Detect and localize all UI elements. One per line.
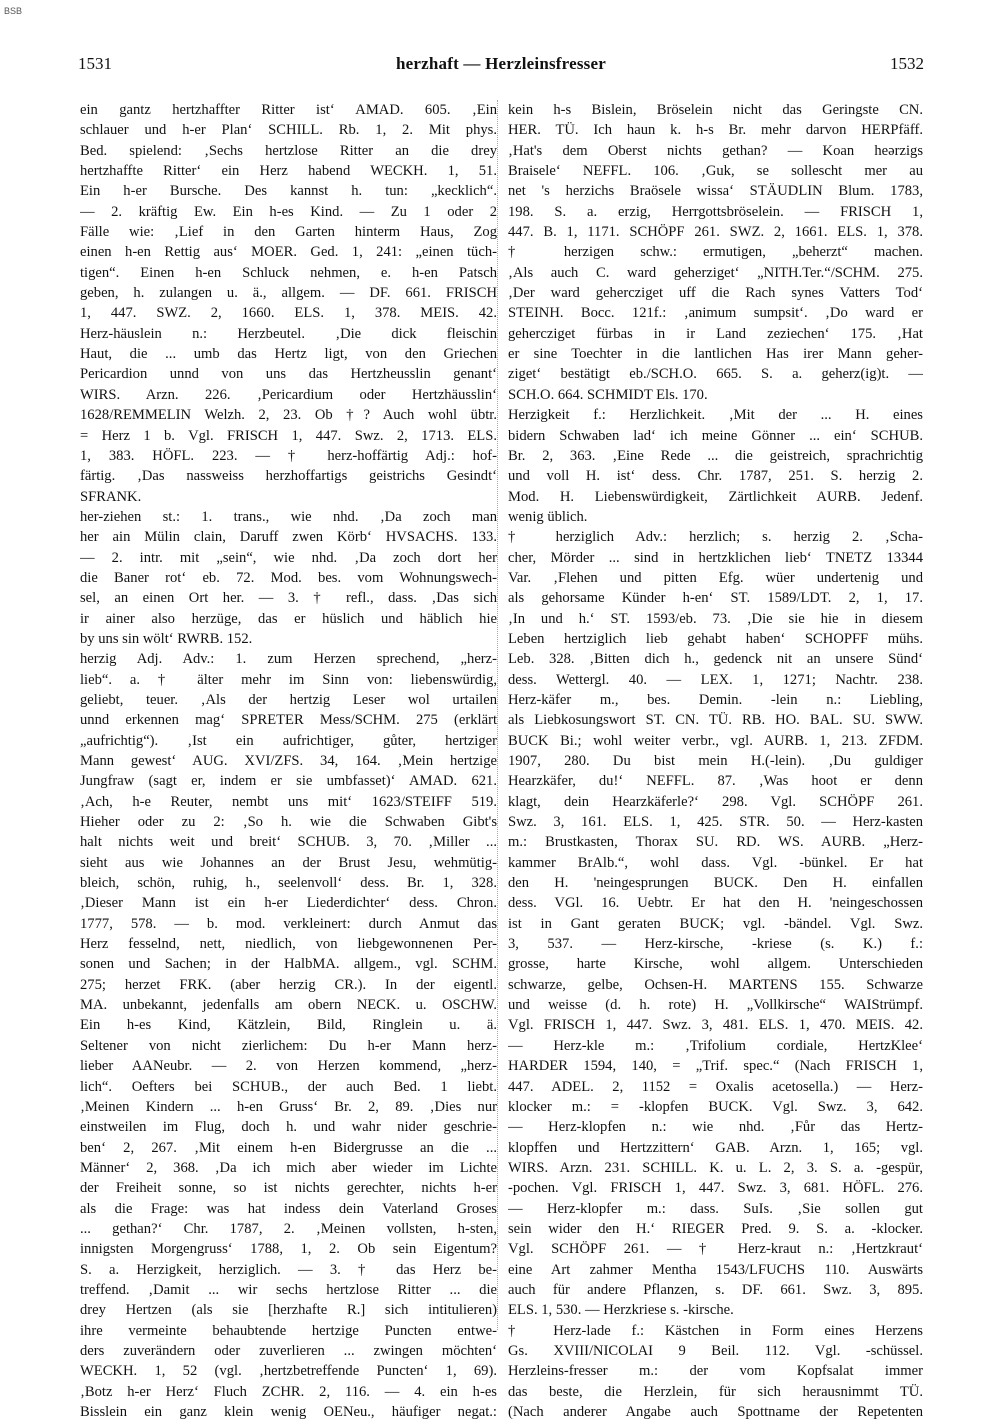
text-line: die Baner rot‘ eb. 72. Mod. bes. vom Wohnungswech- (80, 569, 497, 586)
text-line: — Herz-klopfen n.: wie nhd. ‚Fůr das Hertz- (508, 1119, 923, 1136)
text-line: und weisse (d. h. rote) H. „Vollkirsche“ WAIStrümpf. (508, 997, 923, 1014)
text-line: net 's herzichs Braösele wissa‘ STÄUDLIN Blum. 1783, (508, 183, 923, 200)
text-line: tigen“. Einen h-en Schluck nehmen, e. h-en Patsch (80, 264, 497, 281)
text-line: wenig üblich. (508, 508, 588, 525)
text-line: herzig Adj. Adv.: 1. zum Herzen sprechend, „herz- (80, 651, 497, 668)
text-line: Leben hertziglich lieb gehabt haben‘ SCHOPFF mühs. (508, 630, 923, 647)
text-line: grosse, harte Kirsche, wohl allgem. Unterschieden (508, 956, 923, 973)
text-line: Ein h-es Kind, Kätzlein, Bild, Ringlein u. ä. (80, 1017, 497, 1034)
text-line: Br. 2, 363. ‚Eine Rede ... die geistreich, sprachrichtig (508, 447, 923, 464)
text-line: Hearzkäfer, du!‘ NEFFL. 87. ‚Was hoot er denn (508, 773, 923, 790)
text-line: kein h-s Bislein, Bröselein nicht das Geringste CN. (508, 102, 923, 118)
text-line: 275; herzet FRK. (aber herzig CR.). In der eigentl. (80, 976, 497, 993)
text-line: ‚Hat's dem Oberst nichts gethan? — Koan heərzigs (508, 142, 923, 159)
page-number-right: 1532 (890, 54, 924, 73)
text-line: der Freiheit sonne, so ist nichts gerechter, nichts h-er (80, 1180, 497, 1197)
text-line: klagt, dein Hearzkäferle?‘ 298. Vgl. SCHÖPF 261. (508, 793, 923, 810)
text-line: SCH.O. 664. SCHMIDT Els. 170. (508, 386, 708, 403)
text-line: den H. 'neingesprungen BUCK. Den H. einfallen (508, 875, 923, 892)
text-line: sel, an einen Ort her. — 3. † refl., dass. ‚Das sich (80, 590, 497, 607)
text-line: 447. ADEL. 2, 1152 = Oxalis acetosella.) — Herz- (508, 1078, 923, 1095)
text-line: ir ainer also herzüge, das er hüslich und häblich hie (80, 610, 497, 627)
text-line: † Herz-lade f.: Kästchen in Form eines Herzens (508, 1322, 923, 1339)
text-line: -pochen. Vgl. FRISCH 1, 447. Swz. 3, 681. HÖFL. 276. (508, 1180, 923, 1197)
text-line: Var. ‚Flehen und pitten Efg. wüer undertenig und (508, 569, 923, 586)
text-line: ‚Botz h-er Herz‘ Fluch ZCHR. 2, 116. — 4. ein h-es (80, 1383, 497, 1400)
text-line: sein wider den H.‘ RIEGER Pred. 9. S. a. -klocker. (508, 1220, 923, 1237)
text-line: ziget‘ bestätigt eb./SCH.O. 665. S. a. geherz(ig)t. — (508, 366, 923, 383)
text-line: 1777, 578. — b. mod. verkleinert: durch Anmut das (80, 915, 497, 932)
text-line: dess. Wettergl. 40. — LEX. 1, 1271; Nachtr. 238. (508, 671, 923, 688)
text-line: Seltener von nicht zierlichem: Du h-er Mann herz- (80, 1037, 497, 1054)
text-line: Vgl. FRISCH 1, 447. Swz. 3, 481. ELS. 1, 470. MEIS. 42. (508, 1017, 923, 1034)
text-line: kammer BrAlb.“, wohl dass. Vgl. -bünkel. Er hat (508, 854, 923, 871)
text-line: ‚Dieser Mann ist ein h-er Liederdichter‘ dess. Chron. (80, 895, 497, 912)
text-line: einstweilen im Flug, doch h. und wahr nider geschrie- (80, 1119, 497, 1136)
text-line: als Liebkosungswort ST. CN. TÜ. RB. HO. BAL. SU. SWW. (508, 712, 923, 729)
text-line: „aufrichtig“). ‚Ist ein aufrichtiger, gůter, hertziger (80, 732, 497, 749)
text-line: her ain Mülin clain, Daruff zwen Körb‘ HVSACHS. 133. (80, 529, 497, 546)
text-line: ‚In und h.‘ ST. 1593/eb. 73. ‚Die sie hie in diesem (508, 610, 923, 627)
text-line: treffend. ‚Damit ... wir sechs hertzlose Ritter ... die (80, 1281, 497, 1298)
text-line: WIRS. Arzn. 231. SCHILL. K. u. L. 2, 3. S. a. -gespür, (508, 1159, 923, 1176)
text-line: 447. B. 1, 1171. SCHÖPF 261. SWZ. 2, 1661. ELS. 1, 378. (508, 224, 923, 241)
text-line: Herzigkeit f.: Herzlichkeit. ‚Mit der ... H. eines (508, 407, 923, 424)
text-line: 3, 537. — Herz-kirsche, -kriese (s. K.) f.: (508, 936, 923, 953)
text-line: ‚Der ward gehercziget uff die Rach synes Vatters Tod‘ (508, 285, 923, 302)
text-line: drey Hertzen (als sie [herzhafte R.] sich intitulieren) (80, 1302, 497, 1319)
page-header (78, 54, 924, 78)
text-line: Mann gewest‘ AUG. XVI/ZFS. 34, 164. ‚Mein hertzige (80, 753, 497, 769)
text-line: ein gantz hertzhaffter Ritter ist‘ AMAD. 605. ‚Ein (80, 102, 497, 118)
text-line: 1907, 280. Du bist mein H.(-lein). ‚Du guldiger (508, 753, 923, 769)
text-line: = Herz 1 b. Vgl. FRISCH 1, 447. Swz. 2, 1713. ELS. (80, 427, 497, 444)
text-line: Swz. 3, 161. ELS. 1, 425. STR. 50. — Herz-kasten (508, 814, 923, 831)
text-line: ders zuverändern oder zuverlieren ... zwingen möchten‘ (80, 1342, 497, 1359)
text-line: bleich, schön, ruhig, h., seelenvoll‘ dess. Br. 1, 328. (80, 875, 497, 892)
left-column (80, 100, 497, 1422)
text-line: innigsten Morgengruss‘ 1788, 1, 2. Ob sein Eigentum? (80, 1241, 497, 1258)
text-line: Hieher oder zu 2: ‚So h. wie die Schwaben Gibt's (80, 814, 497, 831)
text-line: halt nichts weit und breit‘ SCHUB. 3, 70. ‚Miller ... (80, 834, 497, 851)
text-line: Mod. H. Liebenswürdigkeit, Zärtlichkeit AURB. Jedenf. (508, 488, 923, 505)
text-line: schwarze, gelbe, Ochsen-H. MARTENS 155. Schwarze (508, 976, 923, 993)
text-line: Herzleins-fresser m.: der vom Kopfsalat immer (508, 1363, 923, 1380)
text-line: † herzigen schw.: ermutigen, „beherzt“ machen. (508, 244, 923, 261)
text-line: lich“. Oefters bei SCHUB., der auch Bed. 1 liebt. (80, 1078, 497, 1095)
text-line: schlauer und h-er Plan‘ SCHILL. Rb. 1, 2. Mit phys. (80, 122, 497, 139)
text-line: BUCK Bi.; wohl weiter verbr., vgl. AURB. 1, 213. ZFDM. (508, 732, 923, 749)
text-line: Bisslein ein ganz klein wenig OENeu., häufiger negat.: (80, 1404, 497, 1420)
text-line: dess. VGl. 16. Uebtr. Er hat den H. 'neingeschossen (508, 895, 923, 912)
text-line: SFRANK. (80, 488, 142, 505)
text-line: m.: Brustkasten, Thorax SU. RD. WS. AURB. „Herz- (508, 834, 923, 851)
text-line: — 2. kräftig Ew. Ein h-es Kind. — Zu 1 oder 2 (80, 203, 497, 220)
text-line: Fälle wie: ‚Lief in den Garten hinterm Haus, Zog (80, 224, 497, 241)
text-line: als gehorsame Künder h-en‘ ST. 1589/LDT. 2, 1, 17. (508, 590, 923, 607)
text-line: lieber AANeubr. — 2. von Herzen kommend, „herz- (80, 1058, 497, 1075)
text-line: ist in Gant geraten BUCK; vgl. -bändel. Vgl. Swz. (508, 915, 923, 932)
text-line: einen h-en Rettig aus‘ MOER. Ged. 1, 241: „einen tüch- (80, 244, 497, 261)
text-line: als die Frage: was hat indess dein Vaterland Groses (80, 1200, 497, 1217)
text-line: ‚Meinen Kindern ... h-en Gruss‘ Br. 2, 89. ‚Dies nur (80, 1098, 497, 1115)
text-line: — Herz-klopfer m.: dass. SuIs. ‚Sie sollen gut (508, 1200, 923, 1217)
text-line: 1, 447. SWZ. 2, 1660. ELS. 1, 378. MEIS. 42. (80, 305, 497, 322)
text-line: Jungfraw (sagt er, indem er sie umbfasset)‘ AMAD. 621. (80, 773, 497, 790)
text-line: das beste, die Herzlein, für sich herausnimmt TÜ. (508, 1383, 923, 1400)
text-line: geben, h. zulangen u. ä., allgem. — DF. 661. FRISCH (80, 285, 497, 302)
text-line: klopffen und Hertzzittern‘ GAB. Arzn. 1, 165; vgl. (508, 1139, 923, 1156)
text-line: auch für andere Pflanzen, s. DF. 661. Swz. 3, 895. (508, 1281, 923, 1298)
text-line: Herz fesselnd, nett, niedlich, von liebgewonnenen Per- (80, 936, 497, 953)
column-divider (497, 100, 498, 1330)
text-line: eine Art zahmer Mentha 1543/LFUCHS 110. Auswärts (508, 1261, 923, 1278)
text-line: ‚Ach, h-e Reuter, nembt uns mit‘ 1623/STEIFF 519. (80, 793, 497, 810)
text-line: lieb“. a. † älter mehr im Sinn von: liebenswürdig, (80, 671, 497, 688)
text-line: S. a. Herzigkeit, herziglich. — 3. † das Herz be- (80, 1261, 497, 1278)
text-line: Herz-käfer m., bes. Demin. -lein n.: Liebling, (508, 691, 923, 708)
text-line: geliebt, teuer. ‚Als der hertzig Leser wol urtailen (80, 691, 497, 708)
text-line: Haut, die ... umb das Hertz ligt, von den Griechen (80, 346, 497, 363)
text-line: färtig. ‚Das nassweiss herzhoffartigs geistrichs Gesindt‘ (80, 468, 497, 485)
running-title: herzhaft — Herzleinsfresser (396, 54, 606, 73)
text-line: sonen und Sachen; in der HalbMA. allgem., vgl. SCHM. (80, 956, 497, 973)
text-line: sieht aus wie Johannes an der Brust Jesu, wehmütig- (80, 854, 497, 871)
text-line: her-ziehen st.: 1. trans., wie nhd. ‚Da zoch man (80, 508, 497, 525)
text-line: Pericardion unnd von uns das Hertzheusslin genant‘ (80, 366, 497, 383)
text-line: Vgl. SCHÖPF 261. — † Herz-kraut n.: ‚Hertzkraut‘ (508, 1241, 923, 1258)
text-line: — 2. intr. mit „sein“, wie nhd. ‚Da zoch dort her (80, 549, 497, 566)
text-line: Ein h-er Bursche. Des kannst h. tun: „kecklich“. (80, 183, 497, 200)
text-line: by uns sin wölt‘ RWRB. 152. (80, 630, 253, 647)
right-column (508, 100, 923, 1422)
text-line: klocker m.: = -klopfen BUCK. Vgl. Swz. 3, 642. (508, 1098, 923, 1115)
text-line: unnd erkennen mag‘ SPRETER Mess/SCHM. 275 (erklärt (80, 712, 497, 729)
text-line: Braisele‘ NEFFL. 106. ‚Guk, se sollescht mer au (508, 163, 923, 180)
text-line: hertzhaffte Ritter‘ ein Herz habend WECKH. 1, 51. (80, 163, 497, 180)
text-line: Bed. spielend: ‚Sechs hertzlose Ritter an die drey (80, 142, 497, 159)
text-line: ben‘ 2, 267. ‚Mit einem h-en Bidergrusse an die ... (80, 1139, 497, 1156)
text-line: MA. unbekannt, jedenfalls am obern NECK. u. OSCHW. (80, 997, 497, 1014)
text-line: ihre vermeinte behaubtende hertzige Puncten entwe- (80, 1322, 497, 1339)
text-line: HER. TÜ. Ich haun k. h-s Br. mehr darvon HERPfäff. (508, 122, 923, 139)
text-line: bidern Schwaben lad‘ ich meine Gönner ... ein‘ SCHUB. (508, 427, 923, 444)
text-line: ... gethan?‘ Chr. 1787, 2. ‚Meinen vollsten, h-sten, (80, 1220, 497, 1237)
text-line: 198. S. a. erzig, Herrgottsbröselein. — FRISCH 1, (508, 203, 923, 220)
text-line: 1, 383. HÖFL. 223. — † herz-hoffärtig Adj.: hof- (80, 447, 497, 464)
text-line: † herziglich Adv.: herzlich; s. herzig 2. ‚Scha- (508, 529, 923, 546)
text-line: gehercziget fürbas in ir Land zeziechen‘ 175. ‚Hat (508, 325, 923, 342)
text-line: und voll H. ist‘ dess. Chr. 1787, 251. S. herzig 2. (508, 468, 923, 485)
text-line: 1628/REMMELIN Welzh. 2, 23. Ob †? Auch wohl übtr. (80, 407, 497, 424)
text-line: ‚Als auch C. ward geherziget‘ „NITH.Ter.“/SCHM. 275. (508, 264, 923, 281)
text-line: — Herz-kle m.: ‚Trifolium cordiale, HertzKlee‘ (508, 1037, 923, 1054)
text-line: STEINH. Bocc. 121f.: ‚animum sumpsit‘. ‚Do ward er (508, 305, 923, 322)
text-line: er sine Toechter in die lantlichen Has irer Mann geher- (508, 346, 923, 363)
text-line: Gs. XVIII/NICOLAI 9 Beil. 112. Vgl. -schüssel. (508, 1342, 923, 1359)
library-stamp: BSB (4, 6, 23, 16)
text-line: HARDER 1594, 140, = „Trif. spec.“ (Nach FRISCH 1, (508, 1058, 923, 1075)
page-number-left: 1531 (78, 54, 112, 73)
text-line: WECKH. 1, 52 (vgl. ‚hertzbetreffende Puncten‘ 1, 69). (80, 1363, 497, 1380)
text-line: Leb. 328. ‚Bitten dich h., gedenck nit an unsere Sünd‘ (508, 651, 923, 668)
text-line: ELS. 1, 530. — Herzkriese s. -kirsche. (508, 1302, 734, 1319)
text-line: cher, Mörder ... sind in hertzklichen lieb‘ TNETZ 13344 (508, 549, 923, 566)
text-line: Herz-häuslein n.: Herzbeutel. ‚Die dick fleischin (80, 325, 497, 342)
text-line: WIRS. Arzn. 226. ‚Pericardium oder Hertzhäusslin‘ (80, 386, 497, 403)
text-line: (Nach anderer Angabe auch Spottname der Repetenten (508, 1404, 923, 1420)
text-line: Männer‘ 2, 368. ‚Da ich mich aber wieder im Lichte (80, 1159, 497, 1176)
